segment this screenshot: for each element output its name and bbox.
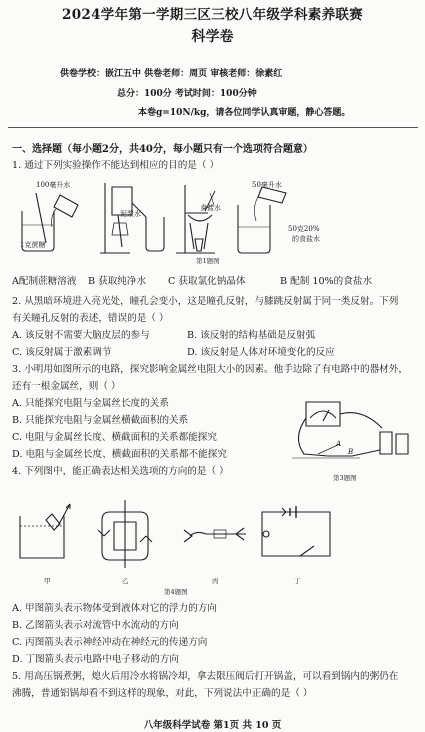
exam-subtitle: 科学卷 (191, 29, 234, 45)
exam-title: 2024学年第一学期三区三校八年级学科素养联赛 (62, 7, 363, 23)
q4-figure-bing (184, 528, 246, 542)
header-divider (8, 127, 418, 128)
q1-label-water100: 100毫升水 (36, 181, 71, 189)
page-footer: 八年级科学试卷 第1页 共 10 页 (143, 720, 282, 731)
q4-label-bing: 丙 (212, 577, 219, 585)
q3-caption: 第3题图 (333, 474, 357, 482)
q2-option-c: C. 该反射属于激素调节 (12, 347, 112, 358)
q4-option-b: B. 乙图箭头表示对流管中水流动的方向 (12, 620, 179, 631)
q3-option-d: D. 电阻与金属丝长度、横截面积的关系都不能探究 (12, 449, 227, 460)
q5-stem-2: 沸腾，普通铝锅却看不到这样的现象，对此，下列说法中正确的是（ ） (12, 688, 313, 699)
q4-figure (0, 496, 425, 576)
q4-label-ding: 丁 (294, 577, 301, 585)
q3-stem-2: 还有一根金属丝，则（ ） (12, 381, 121, 392)
q1-figure-d (238, 187, 286, 253)
q1-option-c: C 获取氯化钠晶体 (168, 276, 246, 287)
q4-label-yi: 乙 (122, 577, 129, 585)
q3-option-b: B. 只能探究电阻与金属丝横截面积的关系 (12, 415, 189, 426)
q1-label-salt: 食盐水 (200, 204, 221, 212)
q1-option-a: A配制蔗糖溶液 (12, 276, 77, 287)
q1-option-b: B 获取纯净水 (88, 276, 147, 287)
q1-caption: 第1题图 (196, 257, 220, 265)
q3-label-a: A (336, 440, 342, 448)
q2-option-b: B. 该反射的结构基础是反射弧 (187, 330, 316, 341)
q4-option-a: A. 甲图箭头表示物体受到液体对它的浮力的方向 (12, 603, 217, 614)
q2-option-a: A. 该反射不需要大脑皮层的参与 (12, 330, 150, 341)
q1-label-salt20b: 的食盐水 (292, 235, 320, 243)
q1-stem: 1. 通过下列实验操作不能达到相应的目的是（ ） (12, 160, 220, 171)
q3-stem-1: 3. 小明用如图所示的电路，探究影响金属丝电阻大小的因素。他手边除了有电路中的器材外， (12, 364, 408, 375)
q5-stem-1: 5. 用高压锅煮粥，熄火后用冷水将锅冷却，拿去限压阀后打开锅盖，可以看到锅内的粥仍在 (12, 671, 399, 682)
q3-label-b: B (348, 448, 354, 456)
q1-figure-c (176, 185, 215, 253)
q4-caption: 第4题图 (164, 588, 188, 596)
meta-line-1: 供卷学校：嵌江五中 供卷老师：周页 审核老师：徐素红 (60, 69, 283, 79)
q4-figure-jia (20, 504, 70, 558)
meta-line-3: 本卷g=10N/kg，请各位同学认真审题，静心答题。 (138, 108, 351, 118)
q4-option-d: D. 丁图箭头表示电路中电子移动的方向 (12, 654, 179, 665)
q2-stem-2: 有关瞳孔反射的表述，错误的是（ ） (12, 313, 169, 324)
q4-figure-ding (262, 506, 330, 556)
q3-option-c: C. 电阻与金属丝长度、横截面积的关系都能探究 (12, 432, 217, 443)
q2-stem-1: 2. 从黑暗环境进入亮光处，瞳孔会变小，这是瞳孔反射，与膝跳反射属于同一类反射。下列 (12, 296, 399, 307)
q4-stem: 4. 下列图中，能正确表达相关选项的方向的是（ ） (12, 466, 229, 477)
q3-circuit-figure (288, 388, 418, 468)
q4-figure-yi (98, 500, 152, 568)
q2-option-d: D. 该反射是人体对环境变化的反应 (187, 347, 335, 358)
meta-line-2: 总分：100分 考试时间：100分钟 (117, 89, 257, 99)
q1-label-sugar: 1克蔗糖 (20, 241, 46, 249)
q1-label-salt20: 50克20% (288, 225, 320, 233)
q1-label-mud: 泥浆水 (120, 210, 141, 218)
q4-label-jia: 甲 (44, 577, 51, 585)
q1-label-water50: 50毫升水 (252, 181, 282, 189)
q3-option-a: A. 只能探究电阻与金属丝长度的关系 (12, 398, 169, 409)
q4-option-c: C. 丙图箭头表示神经冲动在神经元的传递方向 (12, 637, 208, 648)
section-heading: 一、选择题（每小题2分，共40分，每小题只有一个选项符合题意） (12, 144, 313, 155)
q1-option-d: B 配制 10%的食盐水 (280, 276, 373, 287)
